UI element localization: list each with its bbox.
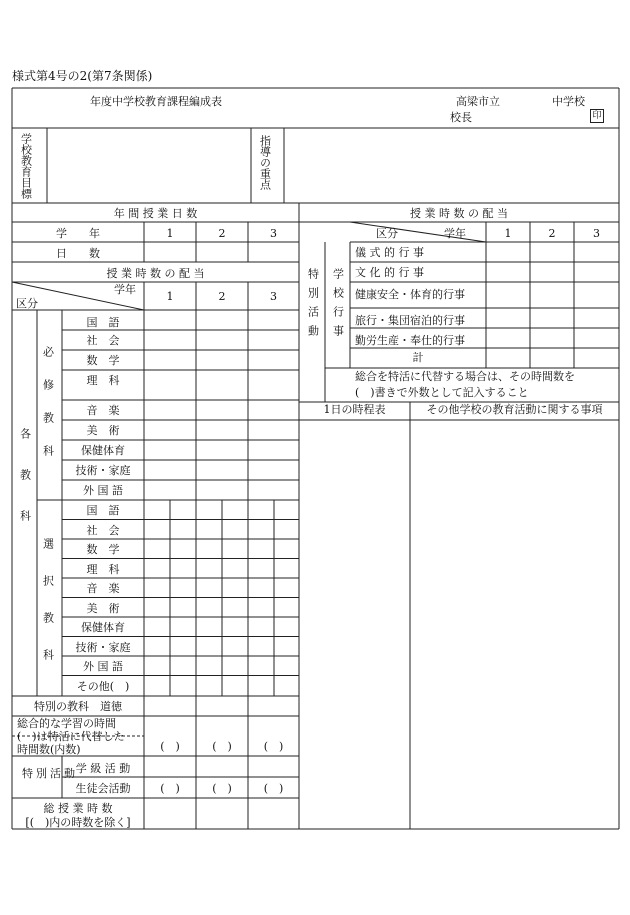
allocation-header-right: 授 業 時 数 の 配 当: [410, 207, 508, 220]
council-paren-1: ( ): [160, 782, 180, 795]
category-right: 区分: [376, 227, 398, 240]
event-3: 旅行・集団宿泊的行事: [355, 314, 465, 327]
event-2: 健康安全・体育的行事: [355, 288, 465, 301]
each-subject-label: 各教科: [18, 428, 32, 551]
student-council-label: 生徒会活動: [75, 782, 131, 795]
form-title: 年度中学校教育課程編成表: [90, 95, 222, 108]
elective-subject-7: 技術・家庭: [75, 640, 131, 654]
council-paren-3: ( ): [263, 782, 284, 795]
elective-subject-4: 音 楽: [86, 582, 120, 595]
city-label: 高梁市立: [456, 95, 500, 108]
days-label: 日 数: [56, 247, 100, 260]
grade-2: 2: [218, 227, 226, 240]
seal-mark: 印: [590, 109, 604, 123]
event-4: 勤労生産・奉仕的行事: [355, 334, 465, 347]
alloc-grade-2: 2: [218, 290, 226, 303]
required-subject-7: 技術・家庭: [75, 464, 131, 477]
category-left: 区分: [16, 297, 38, 310]
total-hours-line-2: [( )内の時数を除く]: [25, 816, 131, 829]
total-hours-line-1: 総 授 業 時 数: [43, 802, 113, 815]
note-line-1: 総合を特活に代替する場合は、その時間数を: [355, 370, 575, 383]
council-paren-2: ( ): [212, 782, 232, 795]
grade-short-left: 学年: [114, 283, 136, 296]
required-subject-5: 美 術: [86, 424, 120, 437]
timetable-header: 1日の時程表: [323, 403, 386, 416]
elective-subject-1: 社 会: [86, 523, 120, 537]
alloc-grade-3: 3: [270, 290, 277, 303]
required-label: 必修教科: [41, 346, 55, 478]
allocation-header-left: 授 業 時 数 の 配 当: [106, 267, 205, 280]
other-activities-field[interactable]: [411, 420, 619, 829]
moral-label: 特別の教科 道徳: [34, 700, 122, 713]
event-1: 文 化 的 行 事: [355, 266, 424, 279]
special-label-1: 特別活動: [22, 767, 78, 780]
right-grade-1: 1: [504, 227, 512, 240]
required-subject-0: 国 語: [86, 316, 120, 329]
school-suffix: 中学校: [552, 95, 585, 108]
grade-1: 1: [166, 227, 174, 240]
integrated-line-2: ( )は特活に代替した: [17, 730, 125, 743]
integrated-line-1: 総合的な学習の時間: [17, 717, 116, 730]
school-goals-label: 学校教育目標: [19, 133, 33, 199]
annual-days-header: 年 間 授 業 日 数: [113, 207, 198, 220]
grade-3: 3: [270, 227, 277, 240]
required-subject-3: 理 科: [86, 374, 120, 387]
school-events-label: 学校行事: [331, 268, 345, 344]
form-label: 様式第4号の2(第7条関係): [12, 69, 153, 83]
teaching-focus-label: 指導の重点: [258, 135, 272, 190]
note-line-2: ( )書きで外数として記入すること: [355, 386, 529, 399]
elective-subject-8: 外 国 語: [83, 660, 123, 673]
elective-subject-0: 国 語: [86, 504, 120, 517]
class-activity-label: 学 級 活 動: [75, 762, 131, 775]
integrated-line-3: 時間数(内数): [17, 743, 81, 756]
integrated-paren-1: ( ): [160, 740, 180, 753]
teaching-focus-field[interactable]: [284, 130, 619, 203]
required-subject-1: 社 会: [86, 334, 120, 347]
integrated-paren-2: ( ): [212, 740, 232, 753]
elective-subject-5: 美 術: [86, 601, 120, 615]
required-subject-2: 数 学: [86, 354, 120, 367]
required-subject-8: 外 国 語: [83, 484, 123, 497]
alloc-grade-1: 1: [166, 290, 174, 303]
elective-label: 選択教科: [41, 538, 55, 686]
timetable-field[interactable]: [300, 420, 410, 829]
events-total-label: 計: [412, 351, 424, 364]
other-activities-header: その他学校の教育活動に関する事項: [426, 403, 603, 416]
event-0: 儀 式 的 行 事: [355, 246, 424, 259]
elective-subject-2: 数 学: [86, 543, 120, 556]
grade-header: 学 年: [56, 227, 100, 240]
elective-subject-9: その他( ): [76, 679, 130, 693]
integrated-paren-3: ( ): [263, 740, 284, 753]
right-grade-2: 2: [548, 227, 556, 240]
right-grade-3: 3: [593, 227, 600, 240]
grade-short-right: 学年: [444, 227, 466, 240]
required-subject-4: 音 楽: [86, 404, 120, 417]
principal-label: 校長: [450, 111, 472, 124]
elective-subject-3: 理 科: [86, 562, 120, 576]
school-goals-field[interactable]: [47, 130, 251, 203]
special-label-right: 特別活動: [306, 268, 320, 344]
elective-subject-6: 保健体育: [81, 621, 125, 634]
required-subject-6: 保健体育: [81, 444, 125, 457]
